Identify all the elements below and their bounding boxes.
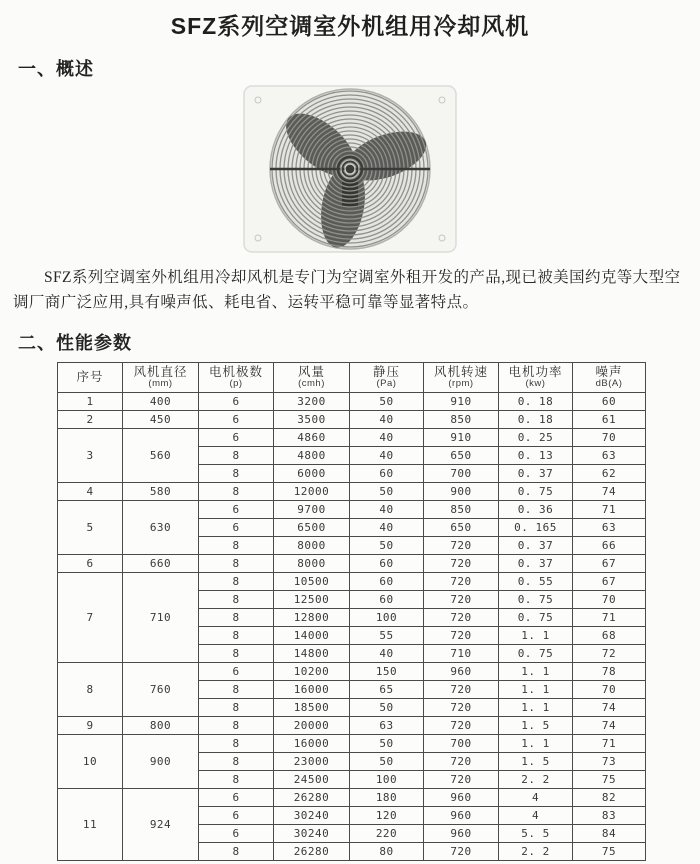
cell-noise: 83 xyxy=(573,807,646,825)
col-header-power: 电机功率 (kw) xyxy=(499,363,573,393)
cell-static-pressure: 55 xyxy=(350,627,424,645)
cell-static-pressure: 40 xyxy=(350,501,424,519)
cell-noise: 67 xyxy=(573,555,646,573)
cell-static-pressure: 220 xyxy=(350,825,424,843)
cell-static-pressure: 60 xyxy=(350,465,424,483)
cell-air-flow: 20000 xyxy=(274,717,350,735)
cell-motor-power: 0. 75 xyxy=(499,609,573,627)
cell-motor-poles: 6 xyxy=(199,807,274,825)
cell-static-pressure: 50 xyxy=(350,393,424,411)
cell-noise: 78 xyxy=(573,663,646,681)
cell-air-flow: 12800 xyxy=(274,609,350,627)
cell-air-flow: 6500 xyxy=(274,519,350,537)
cell-motor-poles: 8 xyxy=(199,609,274,627)
cell-air-flow: 26280 xyxy=(274,789,350,807)
cell-air-flow: 26280 xyxy=(274,843,350,861)
cell-air-flow: 12500 xyxy=(274,591,350,609)
cell-motor-power: 1. 1 xyxy=(499,627,573,645)
cell-air-flow: 30240 xyxy=(274,825,350,843)
cell-noise: 74 xyxy=(573,717,646,735)
cell-air-flow: 14800 xyxy=(274,645,350,663)
table-header-row xyxy=(58,363,646,393)
cell-air-flow: 14000 xyxy=(274,627,350,645)
cell-motor-power: 0. 18 xyxy=(499,411,573,429)
cell-motor-poles: 8 xyxy=(199,483,274,501)
cell-motor-power: 5. 5 xyxy=(499,825,573,843)
table-row xyxy=(58,717,646,735)
cell-noise: 66 xyxy=(573,537,646,555)
cell-motor-power: 1. 1 xyxy=(499,663,573,681)
table-row xyxy=(58,663,646,681)
cell-noise: 61 xyxy=(573,411,646,429)
cell-fan-speed: 720 xyxy=(424,753,499,771)
cell-air-flow: 16000 xyxy=(274,735,350,753)
cell-air-flow: 3200 xyxy=(274,393,350,411)
cell-motor-power: 0. 37 xyxy=(499,555,573,573)
cell-static-pressure: 80 xyxy=(350,843,424,861)
cell-air-flow: 9700 xyxy=(274,501,350,519)
cell-motor-power: 0. 75 xyxy=(499,645,573,663)
cell-fan-speed: 910 xyxy=(424,429,499,447)
cell-motor-power: 1. 1 xyxy=(499,735,573,753)
cell-motor-power: 0. 25 xyxy=(499,429,573,447)
cell-motor-power: 1. 5 xyxy=(499,753,573,771)
cell-serial-number: 2 xyxy=(58,411,123,429)
col-header-noise: 噪声 dB(A) xyxy=(573,363,646,393)
cell-air-flow: 10200 xyxy=(274,663,350,681)
cell-noise: 75 xyxy=(573,771,646,789)
cell-static-pressure: 50 xyxy=(350,537,424,555)
cell-fan-diameter: 580 xyxy=(123,483,199,501)
cell-motor-poles: 6 xyxy=(199,393,274,411)
cell-fan-diameter: 400 xyxy=(123,393,199,411)
table-row xyxy=(58,573,646,591)
cell-noise: 71 xyxy=(573,735,646,753)
intro-paragraph: SFZ系列空调室外机组用冷却风机是专门为空调室外租开发的产品,现已被美国约克等大型空调厂商广泛应用,具有噪声低、耗电省、运转平稳可靠等显著特点。 xyxy=(13,269,681,312)
cell-motor-power: 0. 36 xyxy=(499,501,573,519)
section-performance-heading: 二、性能参数 xyxy=(18,333,132,354)
cell-serial-number: 6 xyxy=(58,555,123,573)
table-row xyxy=(58,555,646,573)
cell-motor-power: 0. 18 xyxy=(499,393,573,411)
cell-static-pressure: 180 xyxy=(350,789,424,807)
cell-serial-number: 8 xyxy=(58,663,123,717)
cell-fan-speed: 960 xyxy=(424,663,499,681)
cell-noise: 60 xyxy=(573,393,646,411)
cell-fan-diameter: 800 xyxy=(123,717,199,735)
cell-motor-poles: 6 xyxy=(199,519,274,537)
cell-noise: 72 xyxy=(573,645,646,663)
cell-static-pressure: 50 xyxy=(350,753,424,771)
cell-fan-speed: 650 xyxy=(424,447,499,465)
cell-noise: 73 xyxy=(573,753,646,771)
cell-static-pressure: 120 xyxy=(350,807,424,825)
cell-motor-poles: 8 xyxy=(199,843,274,861)
table-row xyxy=(58,429,646,447)
cell-fan-speed: 700 xyxy=(424,465,499,483)
cell-fan-speed: 960 xyxy=(424,789,499,807)
section-overview-heading: 一、概述 xyxy=(18,59,94,79)
cell-fan-speed: 960 xyxy=(424,807,499,825)
cell-motor-power: 0. 165 xyxy=(499,519,573,537)
cell-motor-power: 4 xyxy=(499,807,573,825)
page-title: SFZ系列空调室外机组用冷却风机 xyxy=(170,13,530,39)
cell-fan-diameter: 450 xyxy=(123,411,199,429)
cell-static-pressure: 60 xyxy=(350,555,424,573)
cell-motor-power: 0. 55 xyxy=(499,573,573,591)
cell-fan-speed: 850 xyxy=(424,501,499,519)
cell-fan-speed: 720 xyxy=(424,843,499,861)
cell-static-pressure: 40 xyxy=(350,411,424,429)
cell-fan-diameter: 560 xyxy=(123,429,199,483)
cell-serial-number: 11 xyxy=(58,789,123,861)
col-header-poles: 电机极数 (p) xyxy=(199,363,274,393)
cell-air-flow: 10500 xyxy=(274,573,350,591)
cell-noise: 84 xyxy=(573,825,646,843)
performance-table xyxy=(57,362,646,861)
cell-fan-speed: 720 xyxy=(424,609,499,627)
cell-serial-number: 9 xyxy=(58,717,123,735)
cell-motor-power: 0. 13 xyxy=(499,447,573,465)
cell-fan-diameter: 660 xyxy=(123,555,199,573)
col-header-diameter: 风机直径 (mm) xyxy=(123,363,199,393)
cell-fan-speed: 720 xyxy=(424,699,499,717)
cell-motor-poles: 8 xyxy=(199,753,274,771)
cell-motor-power: 0. 75 xyxy=(499,483,573,501)
cell-air-flow: 12000 xyxy=(274,483,350,501)
cell-motor-power: 4 xyxy=(499,789,573,807)
cell-air-flow: 23000 xyxy=(274,753,350,771)
cell-serial-number: 4 xyxy=(58,483,123,501)
table-row xyxy=(58,789,646,807)
cell-static-pressure: 100 xyxy=(350,609,424,627)
table-row xyxy=(58,393,646,411)
cell-motor-power: 1. 5 xyxy=(499,717,573,735)
cell-noise: 71 xyxy=(573,609,646,627)
cell-air-flow: 3500 xyxy=(274,411,350,429)
cell-fan-diameter: 710 xyxy=(123,573,199,663)
cell-serial-number: 1 xyxy=(58,393,123,411)
cell-noise: 63 xyxy=(573,519,646,537)
axial-fan-icon xyxy=(232,83,468,255)
cell-static-pressure: 60 xyxy=(350,591,424,609)
cell-motor-poles: 8 xyxy=(199,735,274,753)
cell-noise: 63 xyxy=(573,447,646,465)
cell-static-pressure: 40 xyxy=(350,519,424,537)
table-row xyxy=(58,501,646,519)
cell-static-pressure: 40 xyxy=(350,447,424,465)
col-header-serial: 序号 xyxy=(58,363,123,393)
cell-fan-speed: 710 xyxy=(424,645,499,663)
cell-fan-speed: 720 xyxy=(424,681,499,699)
cell-static-pressure: 50 xyxy=(350,483,424,501)
cell-static-pressure: 65 xyxy=(350,681,424,699)
cell-motor-power: 0. 37 xyxy=(499,465,573,483)
cell-motor-poles: 8 xyxy=(199,573,274,591)
table-row xyxy=(58,411,646,429)
cell-fan-diameter: 924 xyxy=(123,789,199,861)
cell-noise: 70 xyxy=(573,429,646,447)
cell-noise: 70 xyxy=(573,681,646,699)
cell-serial-number: 10 xyxy=(58,735,123,789)
cell-noise: 74 xyxy=(573,699,646,717)
cell-motor-poles: 8 xyxy=(199,717,274,735)
cell-noise: 67 xyxy=(573,573,646,591)
cell-fan-speed: 720 xyxy=(424,555,499,573)
cell-air-flow: 4800 xyxy=(274,447,350,465)
cell-noise: 75 xyxy=(573,843,646,861)
cell-noise: 74 xyxy=(573,483,646,501)
cell-static-pressure: 150 xyxy=(350,663,424,681)
cell-fan-speed: 720 xyxy=(424,717,499,735)
cell-air-flow: 8000 xyxy=(274,537,350,555)
cell-motor-power: 1. 1 xyxy=(499,699,573,717)
cell-fan-speed: 720 xyxy=(424,573,499,591)
cell-motor-poles: 8 xyxy=(199,699,274,717)
cell-static-pressure: 63 xyxy=(350,717,424,735)
cell-static-pressure: 50 xyxy=(350,699,424,717)
cell-static-pressure: 40 xyxy=(350,645,424,663)
cell-motor-poles: 8 xyxy=(199,591,274,609)
cell-noise: 82 xyxy=(573,789,646,807)
cell-static-pressure: 40 xyxy=(350,429,424,447)
cell-motor-poles: 6 xyxy=(199,825,274,843)
cell-noise: 71 xyxy=(573,501,646,519)
cell-air-flow: 8000 xyxy=(274,555,350,573)
cell-air-flow: 24500 xyxy=(274,771,350,789)
table-row xyxy=(58,483,646,501)
cell-motor-poles: 8 xyxy=(199,645,274,663)
cell-motor-poles: 8 xyxy=(199,447,274,465)
cell-noise: 70 xyxy=(573,591,646,609)
cell-motor-poles: 8 xyxy=(199,681,274,699)
cell-fan-speed: 960 xyxy=(424,825,499,843)
cell-air-flow: 18500 xyxy=(274,699,350,717)
cell-fan-speed: 650 xyxy=(424,519,499,537)
cell-static-pressure: 60 xyxy=(350,573,424,591)
cell-serial-number: 7 xyxy=(58,573,123,663)
cell-serial-number: 3 xyxy=(58,429,123,483)
cell-motor-poles: 6 xyxy=(199,663,274,681)
cell-static-pressure: 100 xyxy=(350,771,424,789)
cell-motor-power: 0. 37 xyxy=(499,537,573,555)
cell-air-flow: 6000 xyxy=(274,465,350,483)
cell-motor-poles: 6 xyxy=(199,789,274,807)
cell-motor-poles: 8 xyxy=(199,627,274,645)
cell-fan-speed: 850 xyxy=(424,411,499,429)
col-header-static-pressure: 静压 (Pa) xyxy=(350,363,424,393)
cell-air-flow: 4860 xyxy=(274,429,350,447)
cell-motor-poles: 8 xyxy=(199,555,274,573)
cell-motor-power: 2. 2 xyxy=(499,771,573,789)
cell-fan-speed: 720 xyxy=(424,771,499,789)
cell-motor-power: 2. 2 xyxy=(499,843,573,861)
cell-motor-power: 1. 1 xyxy=(499,681,573,699)
cell-motor-power: 0. 75 xyxy=(499,591,573,609)
cell-fan-speed: 720 xyxy=(424,537,499,555)
cell-motor-poles: 6 xyxy=(199,411,274,429)
col-header-speed: 风机转速 (rpm) xyxy=(424,363,499,393)
cell-motor-poles: 8 xyxy=(199,537,274,555)
cell-air-flow: 30240 xyxy=(274,807,350,825)
cell-motor-poles: 8 xyxy=(199,771,274,789)
cell-noise: 68 xyxy=(573,627,646,645)
cell-fan-speed: 700 xyxy=(424,735,499,753)
fan-product-photo xyxy=(232,83,468,255)
cell-fan-diameter: 630 xyxy=(123,501,199,555)
cell-fan-diameter: 760 xyxy=(123,663,199,717)
cell-air-flow: 16000 xyxy=(274,681,350,699)
cell-fan-speed: 900 xyxy=(424,483,499,501)
cell-motor-poles: 8 xyxy=(199,465,274,483)
cell-static-pressure: 50 xyxy=(350,735,424,753)
cell-motor-poles: 6 xyxy=(199,429,274,447)
cell-serial-number: 5 xyxy=(58,501,123,555)
cell-noise: 62 xyxy=(573,465,646,483)
cell-fan-speed: 910 xyxy=(424,393,499,411)
cell-fan-speed: 720 xyxy=(424,591,499,609)
col-header-airflow: 风量 (cmh) xyxy=(274,363,350,393)
table-row xyxy=(58,735,646,753)
cell-fan-diameter: 900 xyxy=(123,735,199,789)
cell-fan-speed: 720 xyxy=(424,627,499,645)
cell-motor-poles: 6 xyxy=(199,501,274,519)
